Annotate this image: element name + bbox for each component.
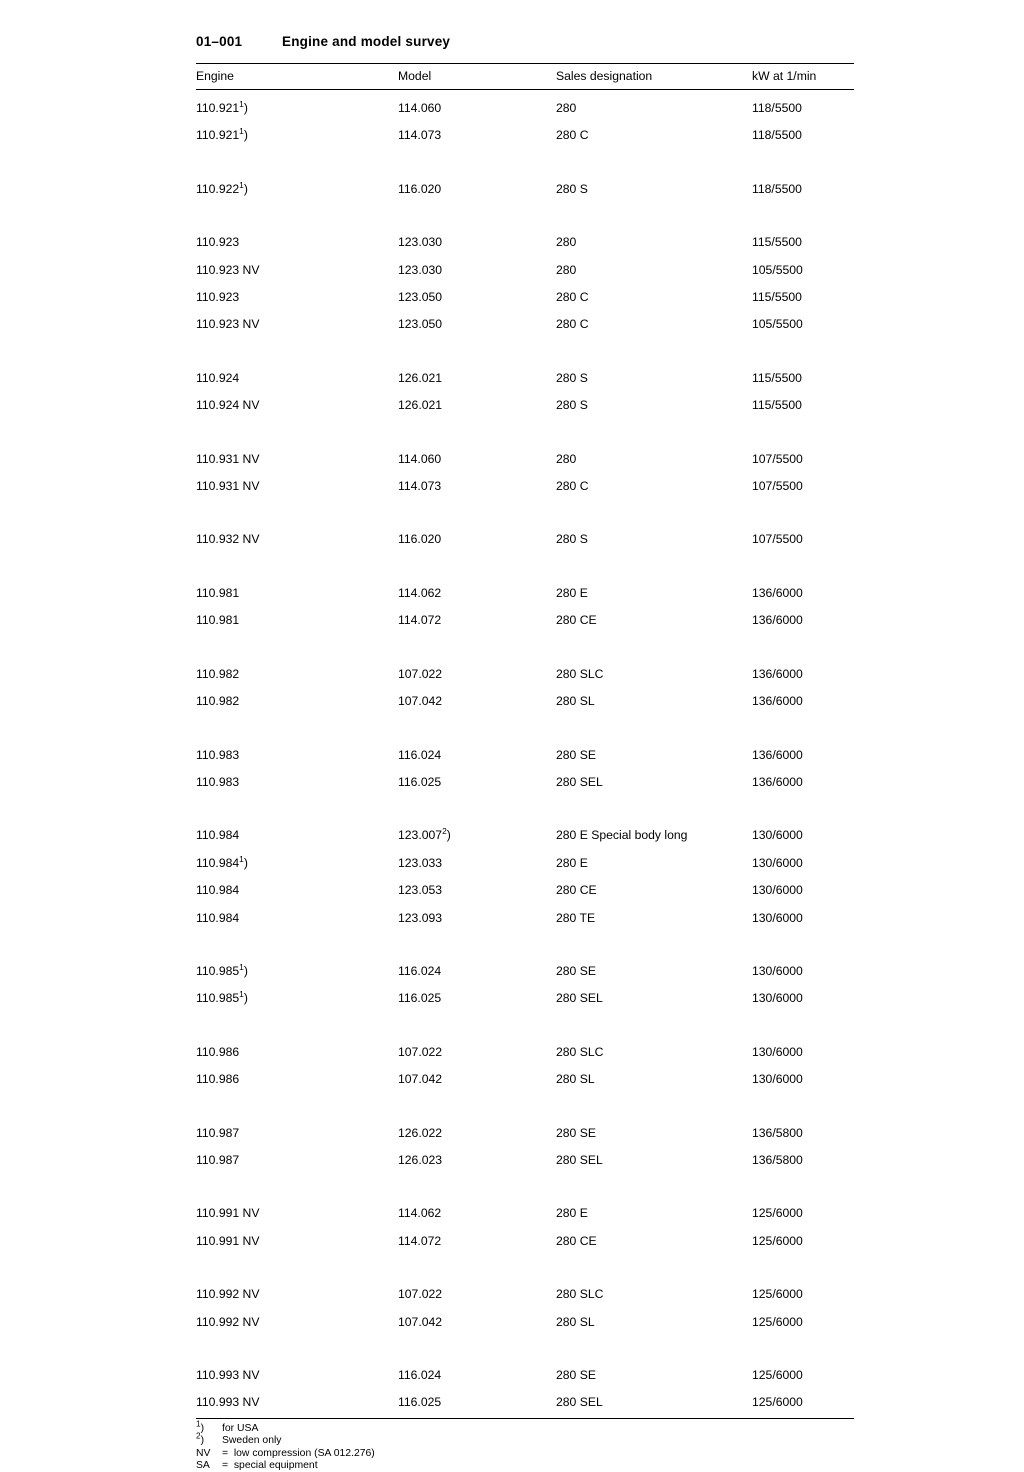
- cell-engine: 110.923 NV: [196, 317, 260, 332]
- cell-model: 114.073: [398, 479, 442, 494]
- cell-model: 107.042: [398, 1072, 443, 1087]
- cell-sales-designation: 280 SLC: [556, 1044, 604, 1059]
- cell-sales-designation: 280 S: [556, 181, 588, 196]
- table-row: [196, 90, 854, 118]
- cell-sales-designation: 280 E Special body long: [556, 828, 688, 843]
- cell-sales-designation: 280 S: [556, 532, 588, 547]
- cell-kw: 130/6000: [752, 963, 803, 978]
- cell-model: 123.007$^2$): [398, 826, 451, 843]
- cell-sales-designation: 280 S: [556, 398, 588, 413]
- table-row: [196, 360, 854, 387]
- cell-model: 114.062: [398, 1206, 442, 1221]
- survey-sheet: [196, 34, 854, 1472]
- cell-engine: 110.982: [196, 666, 240, 681]
- table-row: [196, 683, 854, 710]
- cell-kw: 105/5500: [752, 262, 803, 277]
- table-row: [196, 441, 854, 468]
- footnote-item: $^2$) Sweden only: [196, 1431, 282, 1447]
- cell-sales-designation: 280 SEL: [556, 1395, 603, 1410]
- cell-kw: 125/6000: [752, 1206, 803, 1221]
- cell-engine: 110.921$^1$): [196, 98, 248, 115]
- table-group-gap: [196, 198, 854, 224]
- cell-engine: 110.924: [196, 370, 240, 385]
- cell-engine: 110.923: [196, 290, 240, 305]
- cell-sales-designation: 280 SL: [556, 1314, 595, 1329]
- cell-kw: 125/6000: [752, 1287, 803, 1302]
- cell-engine: 110.987: [196, 1125, 240, 1140]
- cell-sales-designation: 280 TE: [556, 910, 596, 925]
- table-bottom-rule: [196, 1418, 854, 1419]
- cell-sales-designation: 280 SLC: [556, 666, 604, 681]
- cell-sales-designation: 280 E: [556, 585, 588, 600]
- cell-kw: 136/6000: [752, 747, 803, 762]
- table-row: [196, 279, 854, 306]
- table-group-gap: [196, 495, 854, 521]
- cell-engine: 110.984: [196, 883, 240, 898]
- table-header-row: [196, 64, 854, 90]
- cell-model: 126.023: [398, 1152, 443, 1167]
- cell-sales-designation: 280 CE: [556, 883, 597, 898]
- table-row: [196, 1142, 854, 1169]
- cell-kw: 130/6000: [752, 910, 803, 925]
- cell-engine: 110.991 NV: [196, 1233, 260, 1248]
- cell-kw: 118/5500: [752, 101, 802, 115]
- table-row: [196, 387, 854, 414]
- cell-kw: 125/6000: [752, 1233, 803, 1248]
- table-group-gap: [196, 334, 854, 360]
- cell-kw: 125/6000: [752, 1368, 803, 1382]
- cell-engine: 110.923 NV: [196, 262, 260, 277]
- column-header-engine: Engine: [196, 64, 398, 90]
- cell-engine: 110.983: [196, 747, 240, 762]
- cell-model: 114.060: [398, 451, 442, 466]
- cell-kw: 130/6000: [752, 991, 803, 1006]
- cell-kw: 125/6000: [752, 1314, 803, 1329]
- cell-model: 107.022: [398, 1287, 443, 1302]
- cell-engine: 110.986: [196, 1072, 240, 1087]
- footnote-item: NV = low compression (SA 012.276): [196, 1447, 375, 1459]
- cell-model: 123.030: [398, 235, 443, 250]
- table-group-gap: [196, 630, 854, 656]
- cell-model: 116.024: [398, 1368, 442, 1382]
- table-row: [196, 117, 854, 144]
- cell-engine: 110.923: [196, 235, 240, 250]
- cell-engine: 110.981: [196, 613, 240, 628]
- table-group-gap: [196, 791, 854, 817]
- table-row: [196, 468, 854, 495]
- cell-sales-designation: 280 S: [556, 370, 588, 385]
- table-row: [196, 575, 854, 602]
- cell-engine: 110.922$^1$): [196, 179, 248, 196]
- table-row: [196, 306, 854, 333]
- cell-kw: 136/6000: [752, 666, 803, 681]
- table-row: [196, 1115, 854, 1142]
- cell-engine: 110.986: [196, 1044, 240, 1059]
- cell-sales-designation: 280 SE: [556, 1125, 596, 1140]
- cell-engine: 110.985$^1$): [196, 989, 248, 1006]
- engine-model-survey-table: [196, 63, 854, 1412]
- cell-engine: 110.983: [196, 774, 240, 789]
- table-group-gap: [196, 549, 854, 575]
- cell-engine: 110.981: [196, 585, 240, 600]
- cell-model: 116.020: [398, 532, 442, 547]
- table-row: [196, 764, 854, 791]
- table-row: [196, 1223, 854, 1250]
- column-header-sales-designation: Sales designation: [556, 64, 752, 90]
- cell-model: 116.020: [398, 181, 442, 196]
- cell-kw: 130/6000: [752, 855, 803, 870]
- table-group-gap: [196, 1250, 854, 1276]
- table-row: [196, 845, 854, 872]
- cell-kw: 115/5500: [752, 398, 802, 413]
- cell-sales-designation: 280 SEL: [556, 774, 603, 789]
- cell-sales-designation: 280 SLC: [556, 1287, 604, 1302]
- cell-model: 123.030: [398, 262, 443, 277]
- table-row: [196, 252, 854, 279]
- cell-engine: 110.992 NV: [196, 1287, 260, 1302]
- column-header-model: Model: [398, 64, 556, 90]
- cell-model: 107.042: [398, 1314, 443, 1329]
- cell-model: 123.093: [398, 910, 443, 925]
- table-row: [196, 737, 854, 764]
- cell-kw: 115/5500: [752, 290, 802, 305]
- table-row: [196, 1304, 854, 1331]
- cell-model: 114.060: [398, 101, 442, 115]
- footnote-item: SA = special equipment: [196, 1460, 318, 1472]
- cell-engine: 110.931 NV: [196, 479, 260, 494]
- cell-model: 126.022: [398, 1125, 443, 1140]
- cell-engine: 110.993 NV: [196, 1395, 260, 1410]
- cell-sales-designation: 280 CE: [556, 1233, 597, 1248]
- table-group-gap: [196, 1331, 854, 1357]
- cell-model: 114.072: [398, 1233, 442, 1248]
- cell-sales-designation: 280 SE: [556, 1368, 596, 1382]
- cell-engine: 110.924 NV: [196, 398, 260, 413]
- cell-sales-designation: 280 CE: [556, 613, 597, 628]
- cell-engine: 110.991 NV: [196, 1206, 260, 1221]
- cell-kw: 118/5500: [752, 128, 802, 143]
- cell-engine: 110.931 NV: [196, 451, 260, 466]
- cell-sales-designation: 280: [556, 262, 577, 277]
- table-row: [196, 1357, 854, 1384]
- cell-kw: 107/5500: [752, 479, 803, 494]
- table-row: [196, 1195, 854, 1222]
- cell-model: 116.025: [398, 991, 442, 1006]
- cell-sales-designation: 280 C: [556, 479, 589, 494]
- footnote-item: $^1$) for USA: [196, 1419, 259, 1434]
- cell-model: 123.050: [398, 317, 443, 332]
- cell-engine: 110.987: [196, 1152, 240, 1167]
- table-group-gap: [196, 1008, 854, 1034]
- cell-kw: 105/5500: [752, 317, 803, 332]
- table-row: [196, 980, 854, 1007]
- cell-sales-designation: 280: [556, 451, 577, 466]
- cell-sales-designation: 280 SEL: [556, 1152, 603, 1167]
- cell-kw: 136/6000: [752, 613, 803, 628]
- table-row: [196, 224, 854, 251]
- cell-model: 107.042: [398, 694, 443, 709]
- table-row: [196, 872, 854, 899]
- cell-model: 123.050: [398, 290, 443, 305]
- table-row: [196, 656, 854, 683]
- cell-model: 116.025: [398, 774, 442, 789]
- table-row: [196, 521, 854, 548]
- table-group-gap: [196, 711, 854, 737]
- table-row: [196, 953, 854, 980]
- cell-model: 114.073: [398, 128, 442, 143]
- table-row: [196, 602, 854, 629]
- footnotes: [196, 1419, 854, 1472]
- table-body: [196, 90, 854, 1412]
- cell-kw: 136/6000: [752, 694, 803, 709]
- cell-kw: 136/5800: [752, 1125, 803, 1140]
- cell-kw: 136/5800: [752, 1152, 803, 1167]
- cell-kw: 136/6000: [752, 585, 803, 600]
- table-row: [196, 1276, 854, 1303]
- document-header: [196, 34, 854, 49]
- cell-engine: 110.984$^1$): [196, 853, 248, 870]
- table-group-gap: [196, 145, 854, 171]
- cell-kw: 115/5500: [752, 370, 802, 385]
- table-row: [196, 1384, 854, 1411]
- table-group-gap: [196, 415, 854, 441]
- cell-sales-designation: 280 SEL: [556, 991, 603, 1006]
- cell-kw: 136/6000: [752, 774, 803, 789]
- table-row: [196, 817, 854, 844]
- cell-kw: 107/5500: [752, 451, 803, 466]
- cell-engine: 110.932 NV: [196, 532, 260, 547]
- cell-model: 114.072: [398, 613, 442, 628]
- cell-sales-designation: 280 C: [556, 128, 589, 143]
- cell-sales-designation: 280 SL: [556, 1072, 595, 1087]
- table-group-gap: [196, 1089, 854, 1115]
- table-row: [196, 171, 854, 198]
- cell-sales-designation: 280 SE: [556, 747, 596, 762]
- cell-model: 126.021: [398, 398, 443, 413]
- cell-kw: 130/6000: [752, 1044, 803, 1059]
- cell-model: 116.025: [398, 1395, 442, 1410]
- cell-kw: 107/5500: [752, 532, 803, 547]
- table-group-gap: [196, 927, 854, 953]
- cell-sales-designation: 280 E: [556, 855, 588, 870]
- cell-sales-designation: 280 C: [556, 290, 589, 305]
- cell-sales-designation: 280: [556, 101, 577, 115]
- cell-kw: 130/6000: [752, 828, 803, 843]
- cell-kw: 130/6000: [752, 883, 803, 898]
- cell-sales-designation: 280 E: [556, 1206, 588, 1221]
- cell-sales-designation: 280 SL: [556, 694, 595, 709]
- cell-kw: 118/5500: [752, 181, 802, 196]
- cell-model: 114.062: [398, 585, 442, 600]
- cell-sales-designation: 280 C: [556, 317, 589, 332]
- cell-model: 107.022: [398, 1044, 443, 1059]
- cell-sales-designation: 280: [556, 235, 577, 250]
- cell-kw: 125/6000: [752, 1395, 803, 1410]
- cell-sales-designation: 280 SE: [556, 963, 596, 978]
- cell-kw: 115/5500: [752, 235, 802, 250]
- document-title: Engine and model survey: [282, 34, 451, 49]
- cell-model: 116.024: [398, 963, 442, 978]
- cell-engine: 110.984: [196, 828, 240, 843]
- cell-engine: 110.984: [196, 910, 240, 925]
- cell-engine: 110.992 NV: [196, 1314, 260, 1329]
- cell-model: 123.053: [398, 883, 443, 898]
- cell-engine: 110.982: [196, 694, 240, 709]
- table-group-gap: [196, 1169, 854, 1195]
- table-row: [196, 1061, 854, 1088]
- cell-engine: 110.993 NV: [196, 1368, 260, 1382]
- cell-engine: 110.921$^1$): [196, 126, 248, 143]
- cell-engine: 110.985$^1$): [196, 961, 248, 978]
- table-header: [196, 64, 854, 90]
- column-header-kw: kW at 1/min: [752, 64, 854, 90]
- cell-model: 123.033: [398, 855, 443, 870]
- table-row: [196, 900, 854, 927]
- table-row: [196, 1034, 854, 1061]
- document-code: 01–001: [196, 34, 243, 49]
- cell-kw: 130/6000: [752, 1072, 803, 1087]
- cell-model: 107.022: [398, 666, 443, 681]
- cell-model: 126.021: [398, 370, 443, 385]
- cell-model: 116.024: [398, 747, 442, 762]
